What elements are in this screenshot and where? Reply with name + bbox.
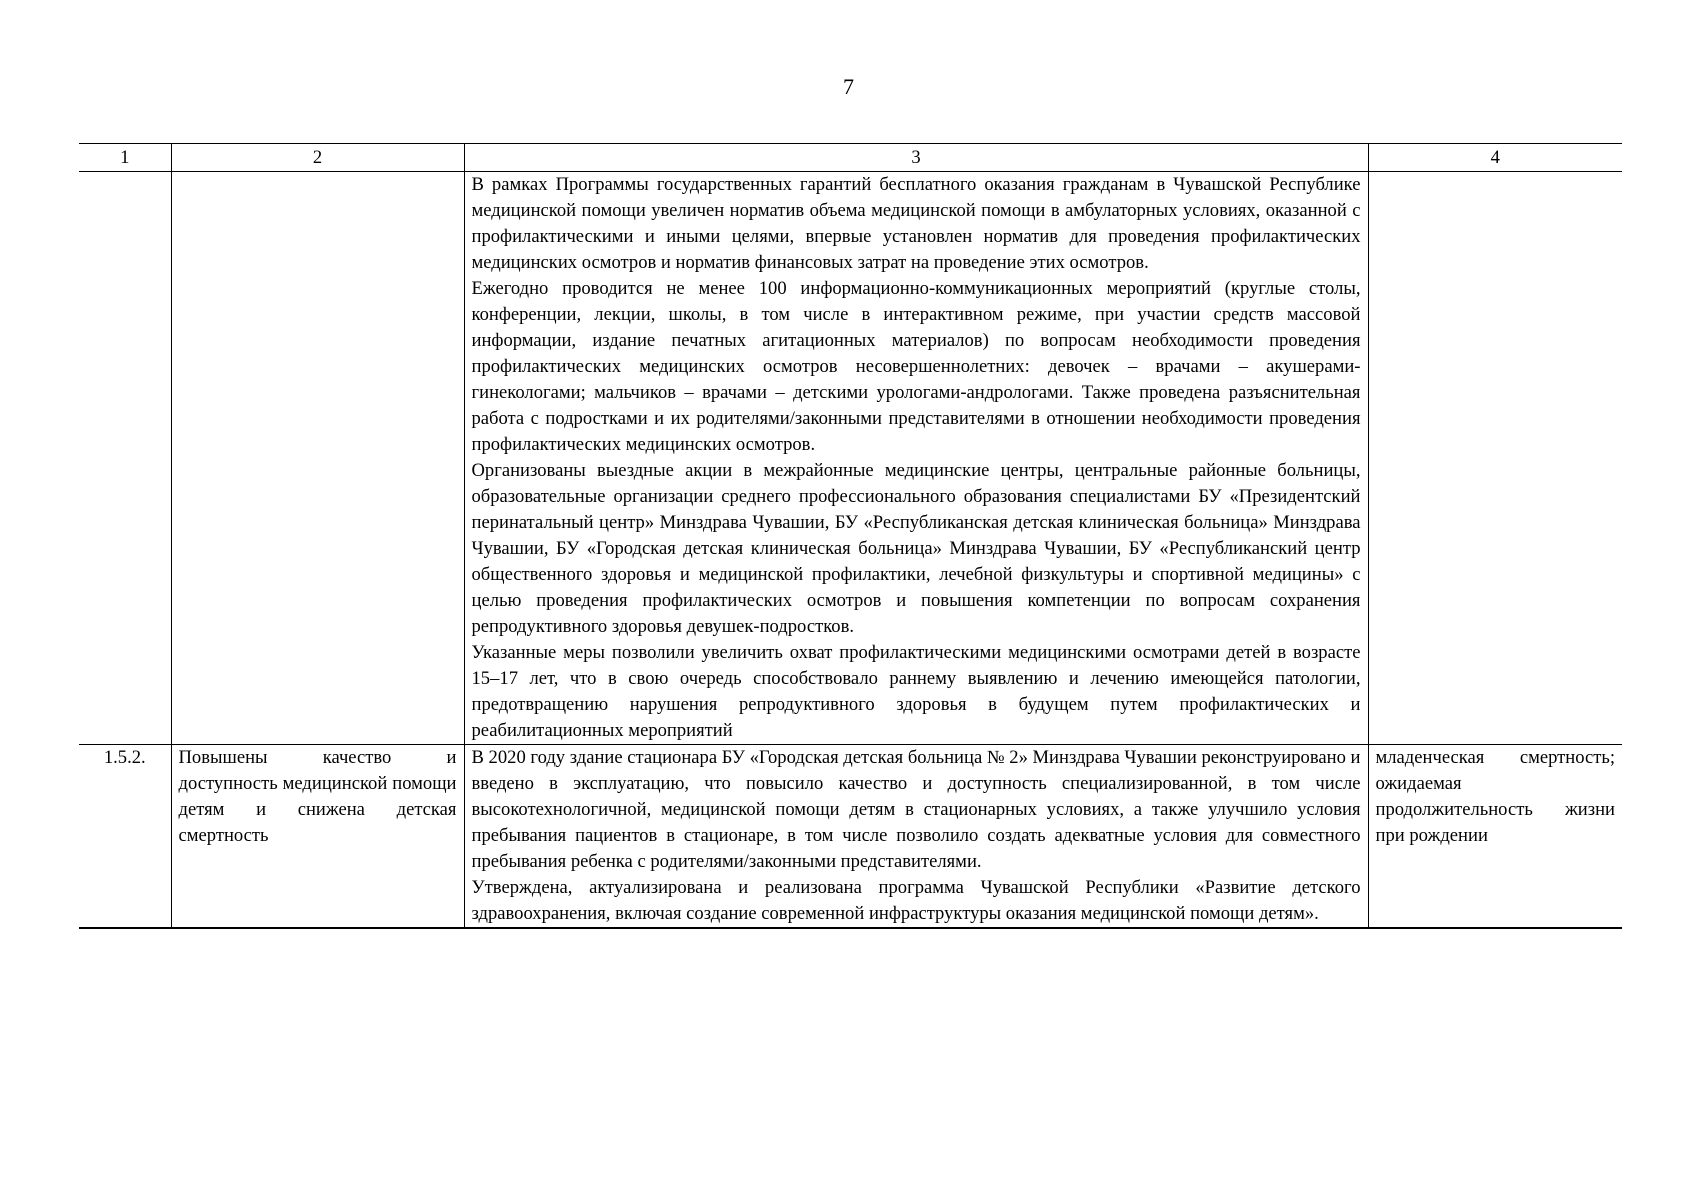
- table-row: [79, 172, 1622, 745]
- table-header-row: [79, 144, 1622, 172]
- event-cell: [171, 172, 464, 745]
- result-paragraph: Указанные меры позволили увеличить охват профилактическими медицинскими осмотрами детей в возрасте 15–17 лет, что в свою очередь способствовало раннему выявлению и лечению имеющейся патологии, предотвращению нарушения репродуктивного здоровья в будущем путем профилактических и реабилитационных мероприятий: [471, 642, 1361, 741]
- result-paragraph: В 2020 году здание стационара БУ «Городская детская больница № 2» Минздрава Чувашии реконструировано и введено в эксплуатацию, что повысило качество и доступность специализированной, в том числе высокотехнологичной, медицинской помощи детям в стационарных условиях, а также улучшило условия пребывания пациентов в стационаре, в том числе позволило создать адекватные условия для совместного пребывания ребенка с родителями/законными представителями.: [471, 747, 1361, 872]
- result-paragraph: В рамках Программы государственных гарантий бесплатного оказания гражданам в Чувашской Республике медицинской помощи увеличен норматив объема медицинской помощи в амбулаторных условиях, оказанной с профилактическими и иными целями, впервые установлен норматив для проведения профилактических медицинских осмотров и норматив финансовых затрат на проведение этих осмотров.: [471, 174, 1361, 273]
- page-number: 7: [843, 74, 854, 99]
- indicators-cell: [1368, 172, 1622, 745]
- indicators-text: младенческая смертность; ожидаемая продолжительность жизни при рождении: [1375, 747, 1615, 846]
- column-header-2: 2: [171, 144, 464, 172]
- result-paragraph: Ежегодно проводится не менее 100 информационно-коммуникационных мероприятий (круглые столы, конференции, лекции, школы, в том числе в интерактивном режиме, при участии средств массовой информации, издание печатных агитационных материалов) по вопросам необходимости проведения профилактических медицинских осмотров несовершеннолетних: девочек – врачами – акушерами-гинекологами; мальчиков – врачами – детскими урологами-андрологами. Также проведена разъяснительная работа с подростками и их родителями/законными представителями в отношении необходимости проведения профилактических медицинских осмотров.: [471, 278, 1361, 455]
- column-header-1: 1: [79, 144, 171, 172]
- table-row: [79, 745, 1622, 929]
- row-number: [79, 172, 171, 745]
- measures-table: [79, 143, 1622, 929]
- event-text: Повышены качество и доступность медицинской помощи детям и снижена детская смертность: [178, 747, 457, 846]
- results-cell: [464, 745, 1368, 929]
- results-cell: [464, 172, 1368, 745]
- indicators-cell: [1368, 745, 1622, 929]
- row-number: 1.5.2.: [79, 745, 171, 929]
- result-paragraph: Утверждена, актуализирована и реализована программа Чувашской Республики «Развитие детского здравоохранения, включая создание современной инфраструктуры оказания медицинской помощи детям».: [471, 877, 1361, 924]
- event-cell: [171, 745, 464, 929]
- column-header-3: 3: [464, 144, 1368, 172]
- result-paragraph: Организованы выездные акции в межрайонные медицинские центры, центральные районные больницы, образовательные организации среднего профессионального образования специалистами БУ «Президентский перинатальный центр» Минздрава Чувашии, БУ «Республиканская детская клиническая больница» Минздрава Чувашии, БУ «Городская детская клиническая больница» Минздрава Чувашии, БУ «Республиканский центр общественного здоровья и медицинской профилактики, лечебной физкультуры и спортивной медицины» с целью проведения профилактических осмотров и повышения компетенции по вопросам сохранения репродуктивного здоровья девушек-подростков.: [471, 460, 1361, 637]
- column-header-4: 4: [1368, 144, 1622, 172]
